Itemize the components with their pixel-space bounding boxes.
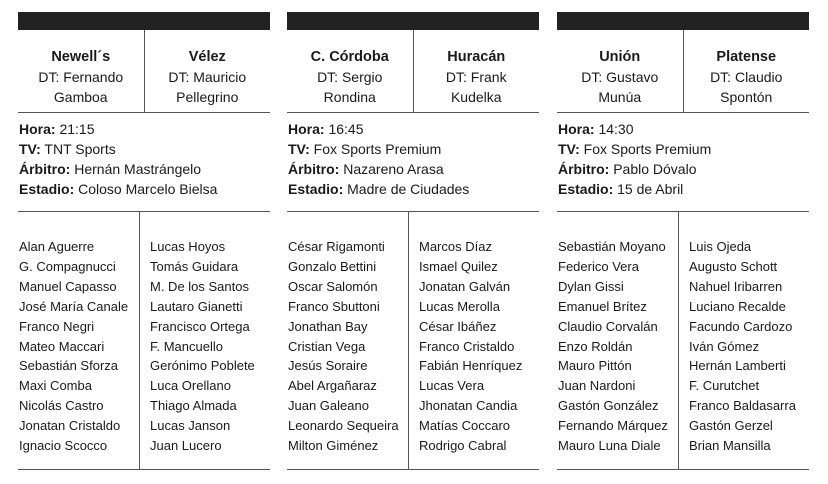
player-name: Nahuel Iribarren — [689, 278, 783, 294]
match-header-bar — [18, 12, 270, 30]
player-name: G. Compagnucci — [19, 258, 116, 274]
referee-value: Pablo Dóvalo — [613, 161, 697, 177]
player-name: César Ibáñez — [419, 318, 497, 334]
time-row — [19, 119, 270, 139]
tv-channel-value: Fox Sports Premium — [313, 141, 442, 157]
coach-line-1: DT: Sergio — [317, 69, 383, 85]
player-name: Luis Ojeda — [689, 239, 752, 254]
player-name: Ignacio Scocco — [19, 438, 108, 454]
referee-value: Hernán Mastrángelo — [74, 161, 202, 177]
player-name: M. De los Santos — [150, 278, 249, 294]
stadium-value: Coloso Marcelo Bielsa — [78, 181, 218, 197]
player-name: Marcos Díaz — [419, 239, 492, 254]
time-value: 16:45 — [328, 121, 364, 137]
stadium-label: Estadio: — [288, 181, 344, 197]
player-name: Franco Baldasarra — [689, 398, 796, 414]
lineup-home — [18, 212, 140, 469]
player-name: Oscar Salomón — [288, 278, 378, 294]
player-name: Sebastián Sforza — [19, 358, 119, 374]
player-name: F. Mancuello — [150, 338, 223, 354]
player-name: Franco Negri — [19, 318, 95, 334]
time-label: Hora: — [558, 121, 595, 137]
match-info — [18, 113, 270, 212]
time-row — [288, 119, 539, 139]
lineup-away — [140, 212, 270, 469]
player-name: Facundo Cardozo — [689, 318, 793, 334]
coach-line-2: Spontón — [720, 89, 773, 105]
team-name: C. Córdoba — [310, 49, 389, 65]
player-name: Mauro Luna Diale — [558, 438, 661, 454]
player-name: Dylan Gissi — [558, 278, 624, 294]
lineups — [557, 212, 809, 470]
player-name: Franco Cristaldo — [419, 338, 515, 354]
player-name: Fernando Márquez — [558, 418, 668, 434]
match-card — [557, 12, 809, 470]
player-name: Jesús Soraire — [288, 358, 368, 374]
player-name: Jonatan Galván — [419, 278, 511, 294]
player-name: José María Canale — [19, 298, 129, 314]
referee-label: Árbitro: — [288, 161, 340, 177]
player-name: Maxi Comba — [19, 378, 92, 394]
time-label: Hora: — [19, 121, 56, 137]
player-name: Mateo Maccari — [19, 338, 105, 354]
player-name: Jonathan Bay — [288, 318, 368, 334]
player-name: Juan Galeano — [288, 398, 369, 414]
lineup-away — [679, 212, 809, 469]
coach-line-1: DT: Frank — [445, 69, 507, 85]
team-home — [557, 30, 684, 112]
player-name: Rodrigo Cabral — [419, 438, 507, 454]
referee-label: Árbitro: — [19, 161, 71, 177]
player-name: Alan Aguerre — [19, 239, 95, 254]
player-name: Matías Coccaro — [419, 418, 511, 434]
player-name: Francisco Ortega — [150, 318, 250, 334]
player-name: Lucas Merolla — [419, 298, 500, 314]
player-name: Lucas Janson — [150, 418, 231, 434]
coach-line-2: Kudelka — [450, 89, 502, 105]
player-name: Jonatan Cristaldo — [19, 418, 121, 434]
coach-line-1: DT: Fernando — [38, 69, 124, 85]
team-away — [145, 30, 271, 112]
match-header-bar — [287, 12, 539, 30]
player-name: Lautaro Gianetti — [150, 298, 243, 314]
coach-line-1: DT: Gustavo — [581, 69, 659, 85]
lineup-home — [287, 212, 409, 469]
player-name: F. Curutchet — [689, 378, 760, 394]
tv-channel-label: TV: — [288, 141, 310, 157]
time-value: 14:30 — [598, 121, 634, 137]
player-name: Sebastián Moyano — [558, 239, 666, 254]
referee-row — [558, 159, 809, 179]
match-card — [18, 12, 270, 470]
player-name: Emanuel Brítez — [558, 298, 647, 314]
player-name: Gastón Gerzel — [689, 418, 773, 434]
player-name: Gonzalo Bettini — [288, 258, 377, 274]
coach-line-2: Rondina — [323, 89, 376, 105]
match-header-bar — [557, 12, 809, 30]
player-name: César Rigamonti — [288, 239, 385, 254]
match-info — [287, 113, 539, 212]
tv-channel-row — [19, 139, 270, 159]
coach-line-1: DT: Claudio — [710, 69, 783, 85]
player-name: Juan Lucero — [150, 438, 222, 454]
tv-channel-row — [288, 139, 539, 159]
player-name: Leonardo Sequeira — [288, 418, 399, 434]
teams-row — [18, 30, 270, 113]
team-away — [414, 30, 540, 112]
player-name: Augusto Schott — [689, 258, 778, 274]
team-home — [287, 30, 414, 112]
referee-value: Nazareno Arasa — [343, 161, 444, 177]
player-name: Iván Gómez — [689, 338, 760, 354]
player-name: Ismael Quilez — [419, 258, 498, 274]
referee-row — [19, 159, 270, 179]
tv-channel-label: TV: — [19, 141, 41, 157]
player-name: Lucas Hoyos — [150, 239, 226, 254]
player-name: Thiago Almada — [150, 398, 237, 414]
teams-row — [557, 30, 809, 113]
team-name: Vélez — [188, 49, 226, 65]
stadium-row — [288, 179, 539, 199]
team-name: Unión — [599, 49, 641, 65]
player-name: Nicolás Castro — [19, 398, 104, 414]
match-info — [557, 113, 809, 212]
player-name: Franco Sbuttoni — [288, 298, 380, 314]
player-name: Abel Argañaraz — [288, 378, 377, 394]
team-name: Newell´s — [51, 49, 111, 65]
player-name: Luciano Recalde — [689, 298, 786, 314]
coach-line-2: Pellegrino — [176, 89, 239, 105]
player-name: Cristian Vega — [288, 338, 366, 354]
player-name: Fabián Henríquez — [419, 358, 523, 374]
player-name: Brian Mansilla — [689, 438, 771, 454]
player-name: Mauro Pittón — [558, 358, 632, 374]
player-name: Lucas Vera — [419, 378, 485, 394]
coach-line-2: Munúa — [598, 89, 642, 105]
tv-channel-row — [558, 139, 809, 159]
stadium-value: Madre de Ciudades — [347, 181, 470, 197]
time-row — [558, 119, 809, 139]
player-name: Enzo Roldán — [558, 338, 633, 354]
time-value: 21:15 — [59, 121, 95, 137]
referee-label: Árbitro: — [558, 161, 610, 177]
team-home — [18, 30, 145, 112]
lineups — [18, 212, 270, 470]
stadium-row — [558, 179, 809, 199]
teams-row — [287, 30, 539, 113]
tv-channel-value: TNT Sports — [44, 141, 116, 157]
tv-channel-label: TV: — [558, 141, 580, 157]
referee-row — [288, 159, 539, 179]
tv-channel-value: Fox Sports Premium — [583, 141, 712, 157]
player-name: Manuel Capasso — [19, 278, 117, 294]
team-away — [684, 30, 810, 112]
match-card — [287, 12, 539, 470]
stadium-label: Estadio: — [19, 181, 75, 197]
lineup-away — [409, 212, 539, 469]
player-name: Jhonatan Candia — [419, 398, 518, 414]
stadium-label: Estadio: — [558, 181, 614, 197]
coach-line-1: DT: Mauricio — [168, 69, 247, 85]
player-name: Luca Orellano — [150, 378, 231, 394]
player-name: Federico Vera — [558, 258, 639, 274]
player-name: Hernán Lamberti — [689, 358, 786, 374]
coach-line-2: Gamboa — [53, 89, 108, 105]
team-name: Huracán — [447, 49, 506, 65]
stadium-value: 15 de Abril — [617, 181, 684, 197]
time-label: Hora: — [288, 121, 325, 137]
player-name: Claudio Corvalán — [558, 318, 658, 334]
player-name: Gerónimo Poblete — [150, 358, 255, 374]
stadium-row — [19, 179, 270, 199]
lineup-home — [557, 212, 679, 469]
player-name: Milton Giménez — [288, 438, 379, 454]
player-name: Juan Nardoni — [558, 378, 636, 394]
player-name: Gastón González — [558, 398, 659, 414]
lineups — [287, 212, 539, 470]
player-name: Tomás Guidara — [150, 258, 239, 274]
team-name: Platense — [716, 49, 777, 65]
